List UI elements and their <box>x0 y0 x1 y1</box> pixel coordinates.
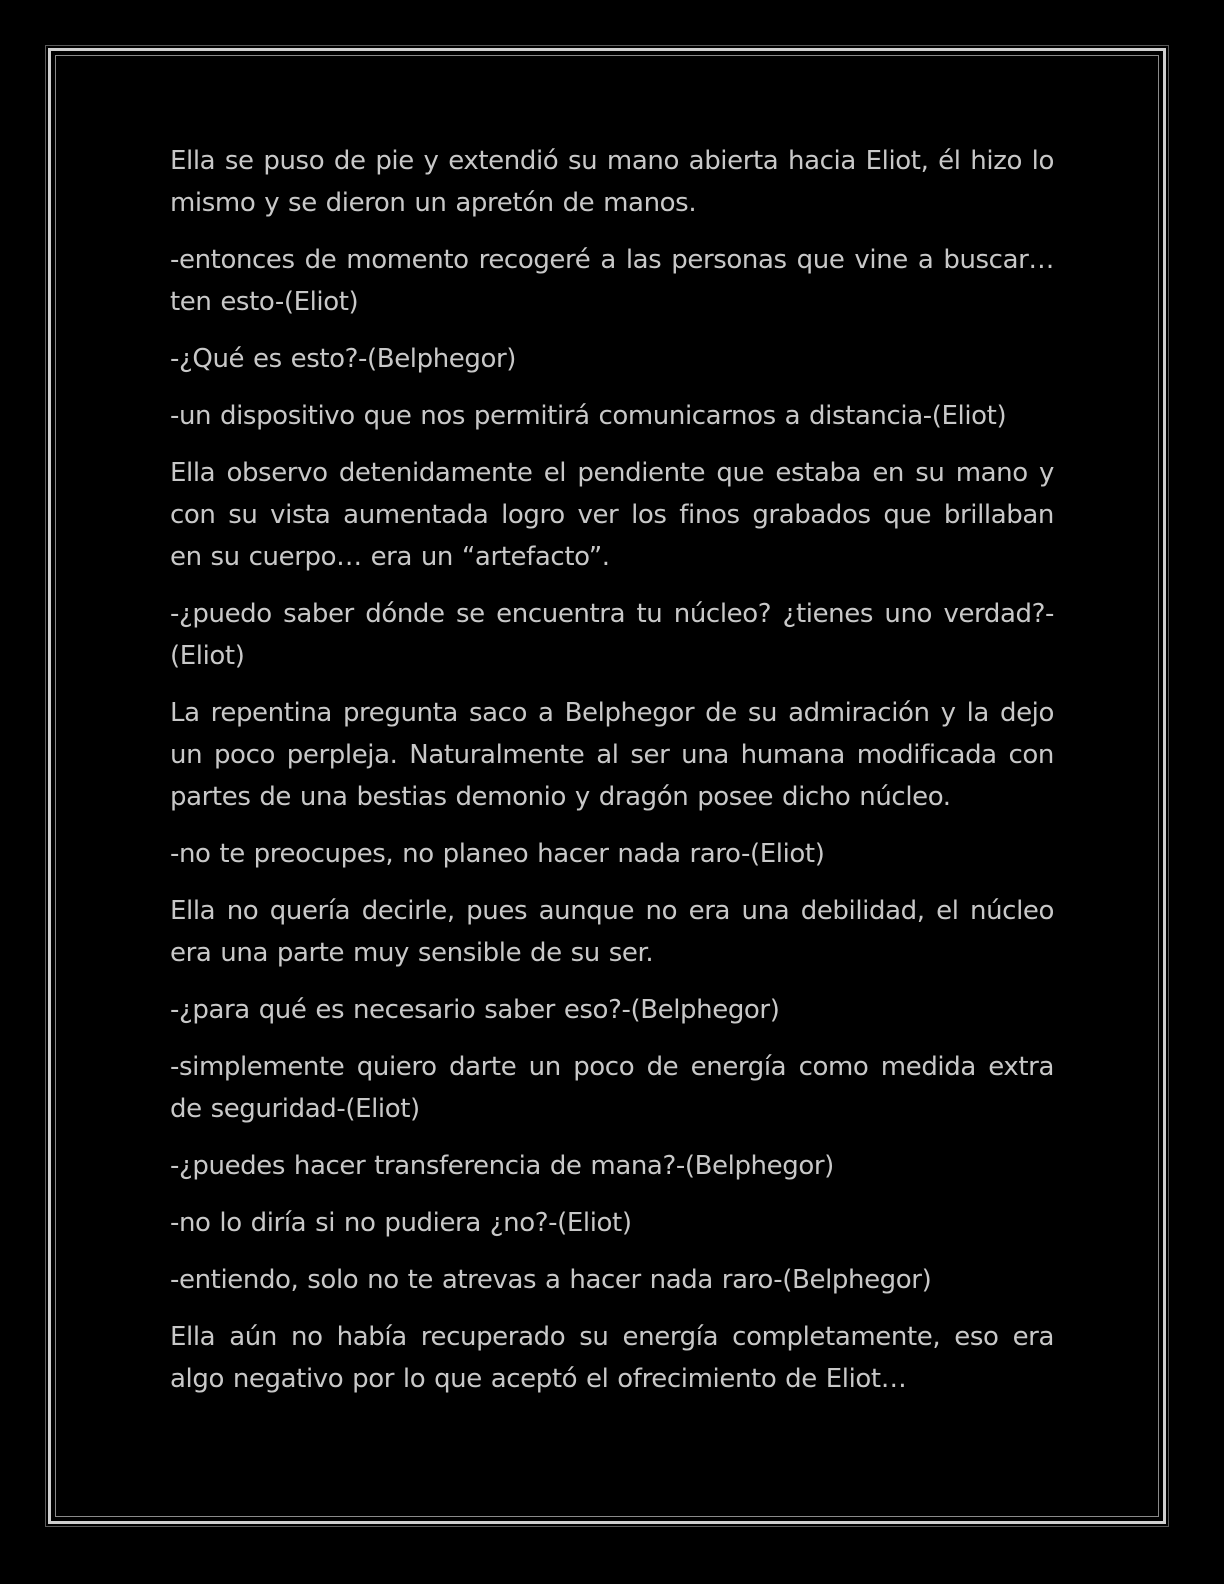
paragraph: Ella observo detenidamente el pendiente que estaba en su mano y con su vista aumentada logro ver los finos grabados que brillaban en su cuerpo… era un “artefacto”. <box>170 458 1054 572</box>
paragraph: -no te preocupes, no planeo hacer nada raro-(Eliot) <box>170 839 825 869</box>
paragraph: -entiendo, solo no te atrevas a hacer nada raro-(Belphegor) <box>170 1265 932 1295</box>
paragraph: La repentina pregunta saco a Belphegor de su admiración y la dejo un poco perpleja. Naturalmente al ser una humana modificada con partes de una bestias demonio y dragón posee dicho núcleo. <box>170 698 1054 812</box>
paragraph: -simplemente quiero darte un poco de energía como medida extra de seguridad-(Eliot) <box>170 1052 1054 1124</box>
paragraph: Ella aún no había recuperado su energía completamente, eso era algo negativo por lo que aceptó el ofrecimiento de Eliot… <box>170 1322 1054 1394</box>
paragraph: Ella no quería decirle, pues aunque no era una debilidad, el núcleo era una parte muy sensible de su ser. <box>170 896 1054 968</box>
paragraph: -entonces de momento recogeré a las personas que vine a buscar… ten esto-(Eliot) <box>170 245 1054 317</box>
paragraph: -¿puedes hacer transferencia de mana?-(Belphegor) <box>170 1151 834 1181</box>
story-text <box>170 140 1054 1415</box>
paragraph: -¿Qué es esto?-(Belphegor) <box>170 344 517 374</box>
paragraph: -un dispositivo que nos permitirá comunicarnos a distancia-(Eliot) <box>170 401 1007 431</box>
paragraph: Ella se puso de pie y extendió su mano abierta hacia Eliot, él hizo lo mismo y se dieron un apretón de manos. <box>170 146 1054 218</box>
paragraph: -no lo diría si no pudiera ¿no?-(Eliot) <box>170 1208 632 1238</box>
paragraph: -¿puedo saber dónde se encuentra tu núcleo? ¿tienes uno verdad?-(Eliot) <box>170 599 1054 671</box>
paragraph: -¿para qué es necesario saber eso?-(Belphegor) <box>170 995 780 1025</box>
